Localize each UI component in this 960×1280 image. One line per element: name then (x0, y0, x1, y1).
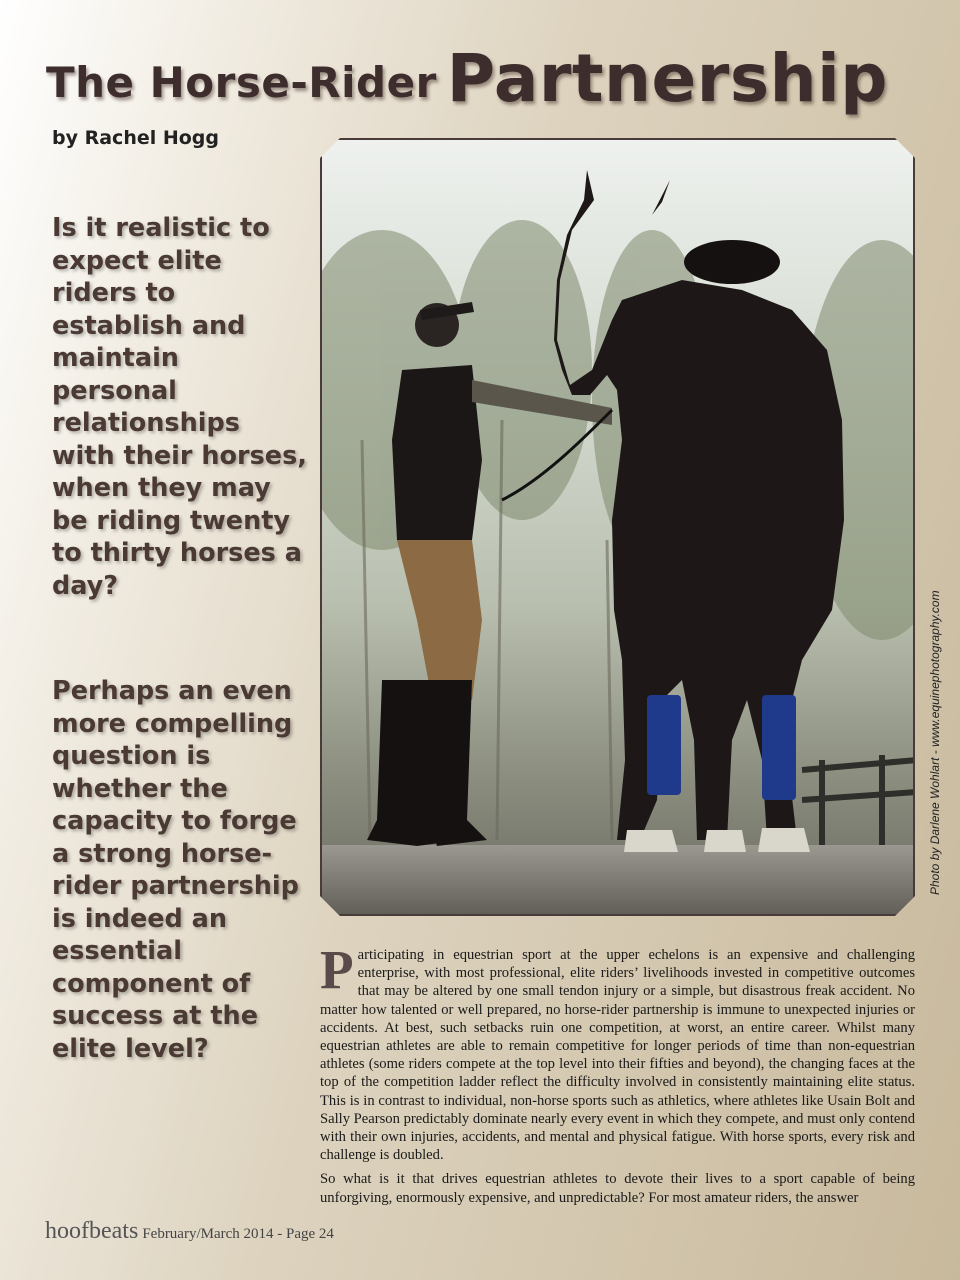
fence (802, 755, 915, 850)
footer-issue-page: February/March 2014 - Page 24 (142, 1226, 334, 1242)
drop-cap: P (320, 939, 354, 1000)
byline: by Rachel Hogg (52, 127, 220, 149)
article-body (320, 939, 915, 1213)
title-part-2: Partnership (446, 40, 888, 117)
pullquote-1: Is it realistic to expect elite riders to establish and maintain personal relationships with their horses, when they may be riding twenty to thirty horses a day? (52, 213, 307, 601)
title-part-1: The Horse-Rider (46, 58, 437, 107)
rider-horse-illustration (322, 140, 915, 916)
photo-credit: Photo by Darlene Wohlart - www.equinephotography.com (928, 590, 942, 895)
footer-brand: hoofbeats (45, 1218, 139, 1244)
hooves (624, 828, 810, 852)
arena-floor (322, 845, 915, 916)
body-paragraph-1 (320, 939, 915, 1164)
page-footer (45, 1218, 334, 1245)
article-title (46, 40, 888, 117)
article-photo (320, 138, 915, 916)
saddle (684, 240, 780, 284)
body-paragraph-1-text: articipating in equestrian sport at the upper echelons is an expensive and challenging enterprise, with most professional, elite riders’ livelihoods invested in competitive outcomes that may be altered by one small tendon injury or a simple, but disastrous freak accident. No matter how talented or well prepared, no horse-rider partnership is immune to unexpected injuries or accidents. At best, such setbacks ruin one competition, at worst, an entire career. Whilst many equestrian athletes are able to remain competitive for longer periods of time than non-equestrian athletes (some riders compete at the top level into their fifties and beyond), the changing faces at the top of the competition ladder reflect the difficulty involved in consistently maintaining elite status. This is in contrast to individual, non-horse sports such as athletics, where athletes like Usain Bolt and Sally Pearson predictably dominate nearly every event in which they compete, and must only contend with their own injuries, accidents, and mental and physical fatigue. With horse sports, every risk and challenge is doubled. (320, 947, 915, 1164)
pullquote-2: Perhaps an even more compelling question is whether the capacity to forge a strong horse-rider partnership is indeed an essential component of success at the elite level? (52, 676, 299, 1064)
body-paragraph-2: So what is it that drives equestrian athletes to devote their lives to a sport capable of being unforgiving, enormously expensive, and unpredictable? For most amateur riders, the answer (320, 1171, 915, 1206)
